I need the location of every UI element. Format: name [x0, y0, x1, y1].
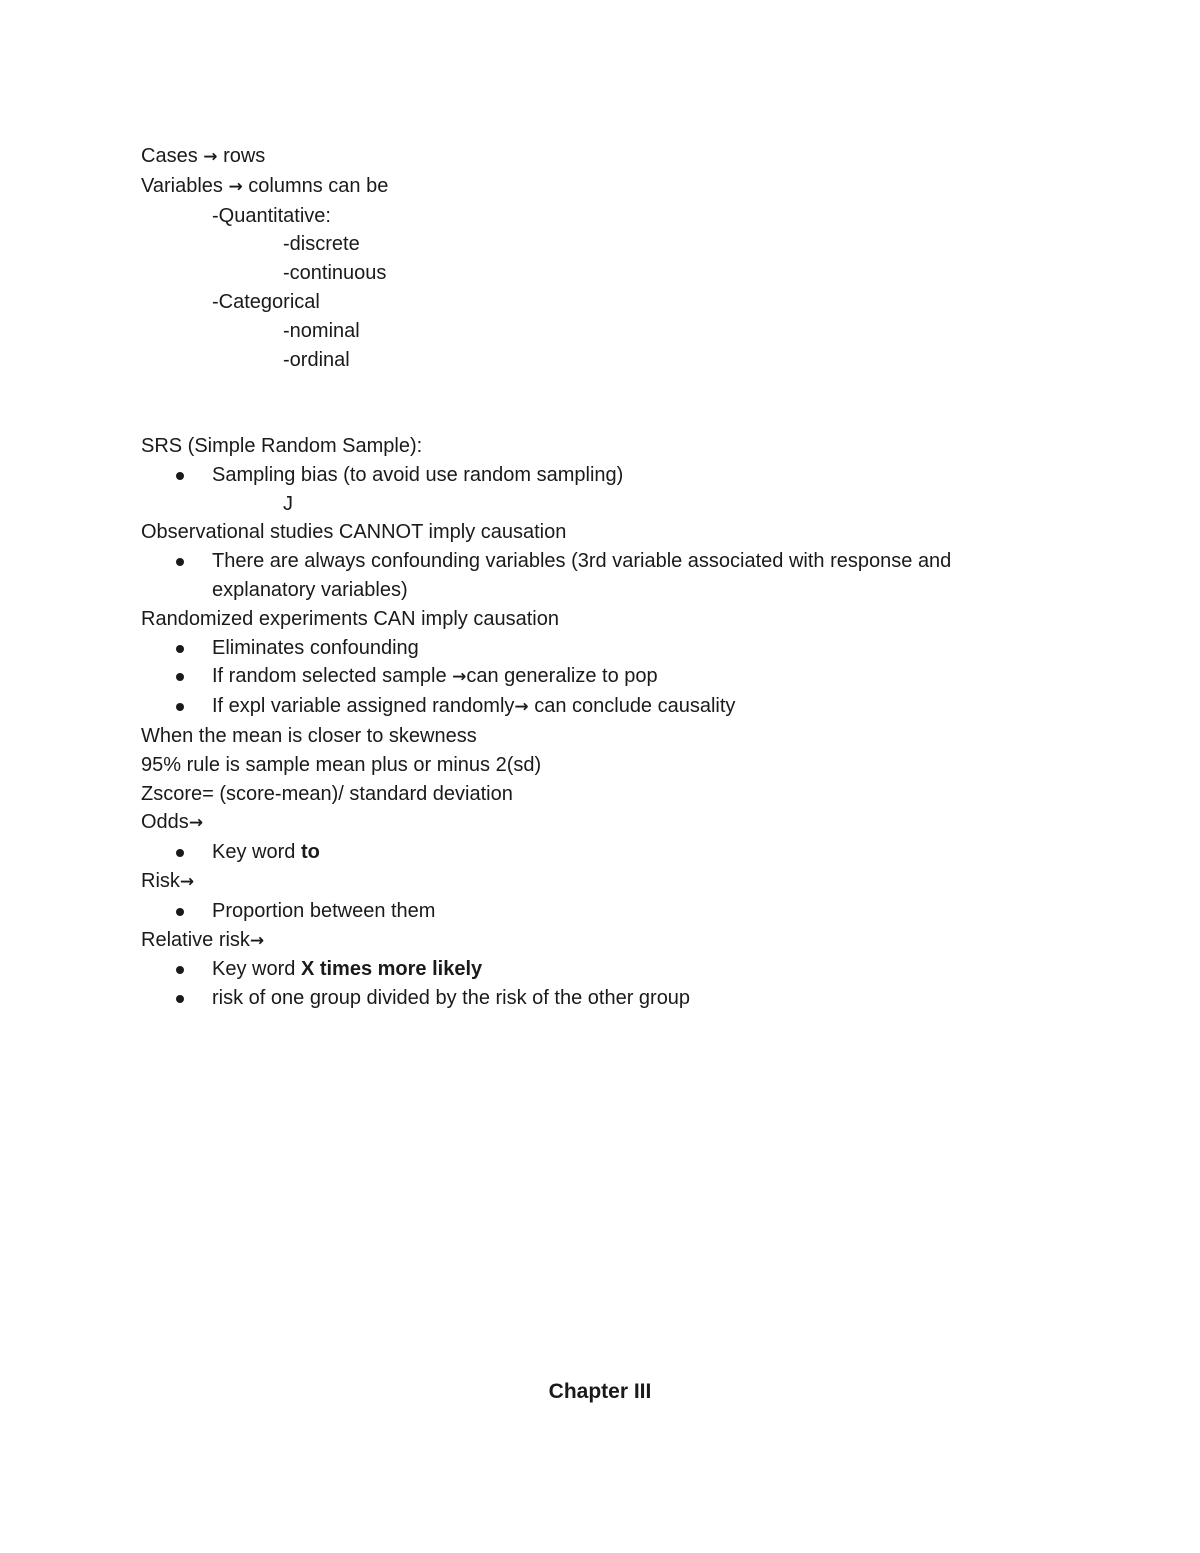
list-item-text: If expl variable assigned randomly [212, 695, 515, 718]
list-item-text: risk of one group divided by the risk of the other group [212, 987, 691, 1010]
bullet-icon [176, 849, 184, 857]
ordinal-line: -ordinal [283, 348, 350, 371]
list-item-text: Key word [212, 841, 301, 864]
right-arrow-icon: → [514, 697, 529, 718]
list-item-text: There are always confounding variables (3rd variable associated with response and [212, 550, 952, 573]
list-item-text: Key word [212, 958, 301, 981]
bullet-icon [176, 558, 184, 566]
list-subitem [141, 490, 1041, 519]
list-item-text: If random selected sample [212, 665, 447, 688]
list-item [141, 692, 1041, 722]
list-item [141, 461, 1041, 490]
list-item [141, 662, 1041, 692]
keyword: to [300, 841, 320, 864]
quantitative-line: -Quantitative: [212, 204, 331, 227]
bullet-icon [176, 966, 184, 974]
list-subitem-text: J [283, 492, 293, 515]
nominal-line: -nominal [283, 319, 360, 342]
list-item-text: Sampling bias (to avoid use random sampling) [212, 463, 624, 486]
list-item [141, 984, 1041, 1013]
bullet-icon [176, 703, 184, 711]
odds-term: Odds [141, 811, 189, 834]
list-item-text-after: can conclude causality [528, 695, 736, 718]
risk-heading [141, 867, 1041, 897]
list-item [141, 955, 1041, 984]
cases-line [141, 142, 1041, 172]
list-item [141, 838, 1041, 867]
variables-text: columns can be [248, 174, 389, 197]
right-arrow-icon: → [203, 147, 218, 167]
continuous-line: -continuous [283, 262, 387, 285]
observational-heading: Observational studies CANNOT imply causation [141, 521, 567, 544]
randomized-heading: Randomized experiments CAN imply causation [141, 607, 559, 630]
bullet-icon [176, 995, 184, 1003]
list-item [141, 634, 1041, 663]
mean-skew-line: When the mean is closer to skewness [141, 724, 477, 747]
spacer [141, 403, 1041, 432]
bullet-icon [176, 908, 184, 916]
keyword: X times more likely [300, 958, 483, 981]
zscore-line: Zscore= (score-mean)/ standard deviation [141, 782, 513, 805]
notes-body [141, 142, 1041, 1013]
right-arrow-icon: → [188, 813, 204, 834]
categorical-line: -Categorical [212, 290, 320, 313]
cases-term: Cases [141, 145, 198, 167]
bullet-icon [176, 472, 184, 480]
relative-risk-term: Relative risk [141, 928, 250, 951]
odds-heading [141, 808, 1041, 838]
variables-line [141, 172, 1041, 202]
variables-term: Variables [141, 174, 223, 197]
rule95-line: 95% rule is sample mean plus or minus 2(sd) [141, 753, 542, 776]
list-item-text-continued: explanatory variables) [212, 578, 408, 601]
right-arrow-icon: → [452, 667, 467, 688]
right-arrow-icon: → [179, 871, 195, 892]
srs-heading: SRS (Simple Random Sample): [141, 434, 423, 457]
chapter-heading: Chapter III [548, 1380, 652, 1403]
bullet-icon [176, 673, 184, 681]
list-item-text: Proportion between them [212, 899, 436, 922]
bullet-icon [176, 645, 184, 653]
right-arrow-icon: → [249, 930, 265, 951]
list-item-text-after: can generalize to pop [466, 665, 658, 688]
risk-term: Risk [141, 869, 180, 892]
cases-text: rows [223, 145, 266, 167]
spacer [141, 374, 1041, 403]
right-arrow-icon: → [228, 176, 243, 197]
relative-risk-heading [141, 926, 1041, 956]
list-item-text: Eliminates confounding [212, 636, 419, 659]
list-item [141, 897, 1041, 926]
list-item [141, 547, 1041, 605]
discrete-line: -discrete [283, 233, 360, 256]
